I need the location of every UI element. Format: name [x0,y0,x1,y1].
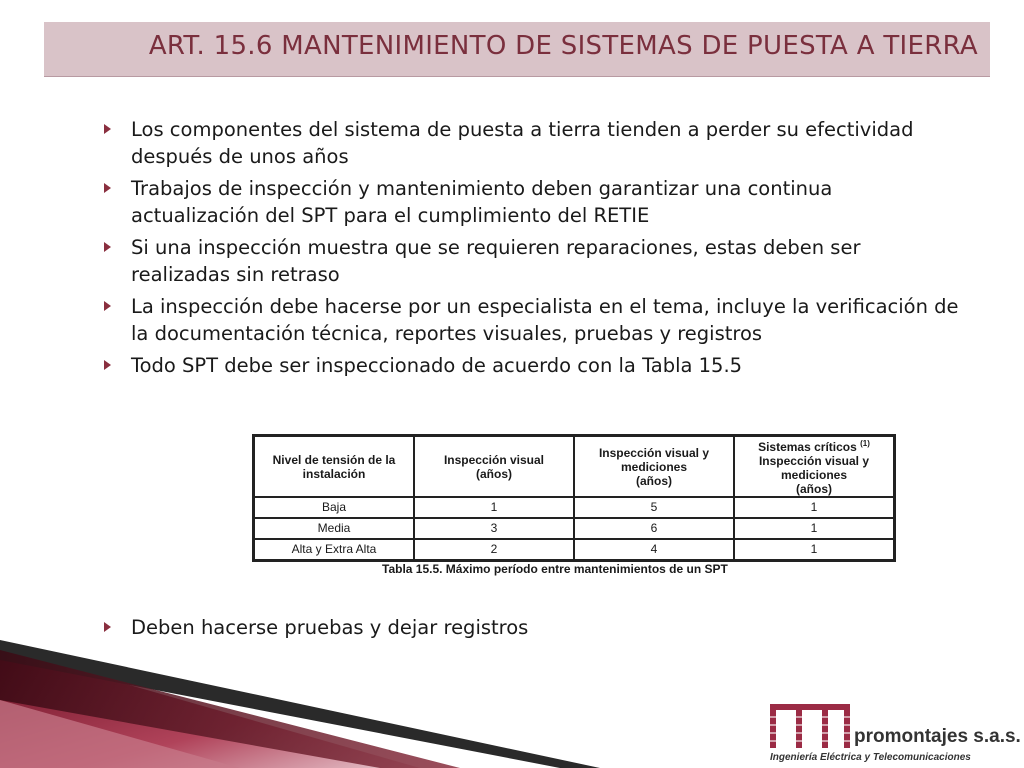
list-item [102,352,962,379]
page-title: ART. 15.6 MANTENIMIENTO DE SISTEMAS DE PUESTA A TIERRA [148,31,978,61]
maintenance-table [252,434,896,562]
table-row [254,518,895,539]
list-item [102,293,962,347]
list-item [102,614,962,641]
list-item [102,234,962,288]
table-row [254,497,895,518]
table-caption: Tabla 15.5. Máximo período entre mantenimientos de un SPT [382,562,728,576]
table-cell: 2 [414,539,574,561]
table-header-row [254,436,895,498]
triangle-bullet-icon [104,124,111,134]
table-cell: 6 [574,518,734,539]
maintenance-table-figure [252,434,896,576]
triangle-bullet-icon [104,183,111,193]
bullet-text: Si una inspección muestra que se requieren reparaciones, estas deben ser realizadas sin retraso [131,236,861,286]
promontajes-logo-icon [770,702,852,750]
table-cell: 4 [574,539,734,561]
table-row [254,539,895,561]
bullet-list-bottom [102,614,962,646]
title-bar [44,22,990,77]
list-item [102,116,962,170]
bullet-text: Deben hacerse pruebas y dejar registros [131,616,529,639]
triangle-bullet-icon [104,622,111,632]
table-cell: Media [254,518,415,539]
list-item [102,175,962,229]
bullet-text: Todo SPT debe ser inspeccionado de acuerdo con la Tabla 15.5 [131,354,743,377]
table-cell: 1 [734,497,895,518]
table-cell: 1 [414,497,574,518]
header-visual-inspection: Inspección visual (años) [414,436,574,498]
logo-company-name: promontajes s.a.s. [854,726,1021,747]
triangle-bullet-icon [104,242,111,252]
company-logo [766,700,1021,766]
triangle-bullet-icon [104,301,111,311]
table-cell: Alta y Extra Alta [254,539,415,561]
bullet-text: Los componentes del sistema de puesta a tierra tienden a perder su efectividad después de unos años [131,118,914,168]
header-critical-systems: Sistemas críticos $^{(1)}$ Inspección visual y mediciones (años) [734,436,895,498]
bullet-text: La inspección debe hacerse por un especialista en el tema, incluye la verificación de la documentación técnica, reportes visuales, pruebas y registros [131,295,959,345]
logo-tagline: Ingeniería Eléctrica y Telecomunicaciones [770,752,971,763]
table-cell: 3 [414,518,574,539]
table-cell: 1 [734,539,895,561]
triangle-bullet-icon [104,360,111,370]
bullet-text: Trabajos de inspección y mantenimiento deben garantizar una continua actualización del SPT para el cumplimiento del RETIE [131,177,833,227]
table-cell: 1 [734,518,895,539]
table-cell: 5 [574,497,734,518]
table-cell: Baja [254,497,415,518]
header-visual-measurements: Inspección visual y mediciones (años) [574,436,734,498]
header-voltage-level: Nivel de tensión de la instalación [254,436,415,498]
bullet-list [102,116,962,384]
